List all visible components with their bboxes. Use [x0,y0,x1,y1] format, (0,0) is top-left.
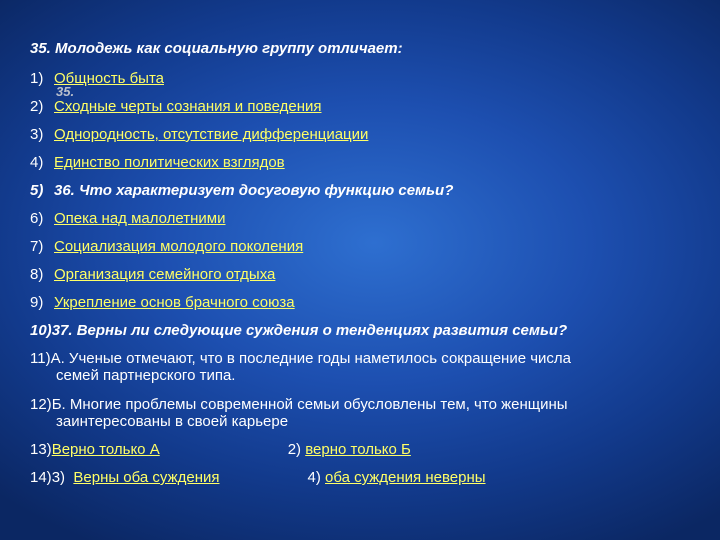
answers-row-2 [30,469,486,486]
answer-option-1[interactable] [52,441,288,458]
statement-b-line2: заинтересованы в своей карьере [56,413,289,430]
answer-option-4[interactable]: оба суждения неверны [325,469,486,486]
item-number: 8) [30,266,44,283]
option-link[interactable]: Социализация молодого поколения [54,238,304,255]
statement-b-line1: Б. Многие проблемы современной семьи обусловлены тем, что женщины [51,396,568,413]
item-number: 1) [30,70,44,87]
item-number: 9) [30,294,44,311]
answer-option-2[interactable]: верно только Б [305,441,411,458]
list-item [30,154,285,171]
answer-option-3-number: 3) [51,469,66,486]
question-35-number: 35. [30,40,51,57]
question-36 [30,182,453,199]
ghost-number: 35. [56,84,75,99]
answer-option-1-label: Верно только А [51,441,160,458]
option-link[interactable]: Однородность, отсутствие дифференциации [54,126,369,143]
item-number: 13) [30,441,52,458]
item-number: 7) [30,238,44,255]
item-number: 14) [30,469,52,486]
list-item [30,98,322,115]
answer-option-3-label: Верны оба суждения [73,469,220,486]
statement-a-line1: А. Ученые отмечают, что в последние годы наметилось сокращение числа [50,350,572,367]
statement-a [30,350,571,384]
option-link[interactable]: Сходные черты сознания и поведения [54,98,322,115]
item-number: 3) [30,126,44,143]
statement-b [30,396,568,430]
option-link[interactable]: Опека над малолетними [54,210,226,227]
option-link[interactable]: Общность быта [54,70,164,87]
item-number: 10) [30,322,52,339]
list-item [30,266,275,283]
item-number: 5) [30,182,44,199]
list-item [30,210,226,227]
question-35 [30,40,403,57]
answer-option-3[interactable] [73,469,307,486]
item-number: 4) [30,154,44,171]
option-link[interactable]: Единство политических взглядов [54,154,285,171]
question-35-text: Молодежь как социальную группу отличает: [55,40,403,57]
list-item [30,70,164,87]
item-number: 12) [30,396,52,413]
question-36-text: 36. Что характеризует досуговую функцию семьи? [54,182,454,199]
item-number: 11) [30,350,51,367]
list-item [30,238,303,255]
item-number: 6) [30,210,44,227]
question-37 [30,322,567,339]
answer-option-4-number: 4) [307,469,321,486]
answer-option-2-number: 2) [287,441,302,458]
list-item [30,126,368,143]
statement-a-line2: семей партнерского типа. [56,367,236,384]
list-item [30,294,295,311]
option-link[interactable]: Организация семейного отдыха [54,266,276,283]
option-link[interactable]: Укрепление основ брачного союза [54,294,295,311]
item-number: 2) [30,98,44,115]
question-37-text: 37. Верны ли следующие суждения о тенденциях развития семьи? [51,322,568,339]
answers-row-1 [30,441,411,458]
